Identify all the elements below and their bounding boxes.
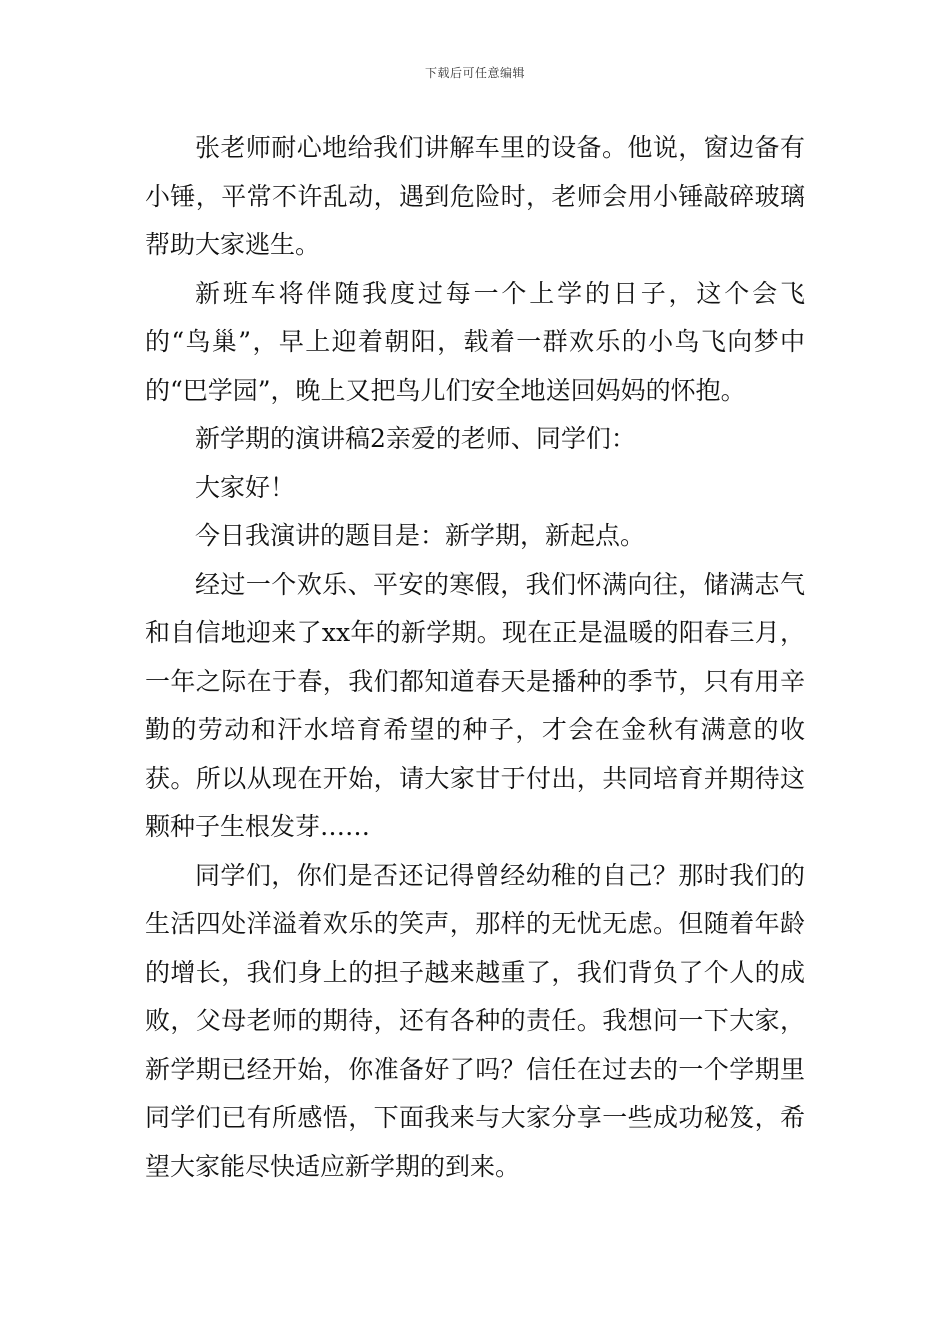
paragraph: 张老师耐心地给我们讲解车里的设备。他说，窗边备有小锤，平常不许乱动，遇到危险时，老师会用小锤敲碎玻璃帮助大家逃生。 [145, 133, 805, 259]
paragraph: 同学们，你们是否还记得曾经幼稚的自己？那时我们的生活四处洋溢着欢乐的笑声，那样的无忧无虑。但随着年龄的增长，我们身上的担子越来越重了，我们背负了个人的成败，父母老师的期待，还有各种的责任。我想问一下大家，新学期已经开始，你准备好了吗？信任在过去的一个学期里同学们已有所感悟，下面我来与大家分享一些成功秘笈，希望大家能尽快适应新学期的到来。 [145, 860, 805, 1181]
paragraph: 新学期的演讲稿2亲爱的老师、同学们： [195, 424, 636, 453]
header-note: 下载后可任意编辑 [424, 66, 525, 80]
document-body [145, 124, 805, 1191]
paragraph: 今日我演讲的题目是：新学期，新起点。 [195, 521, 646, 550]
paragraph: 大家好！ [195, 472, 296, 502]
paragraph: 新班车将伴随我度过每一个上学的日子，这个会飞的“鸟巢”，早上迎着朝阳，载着一群欢乐的小鸟飞向梦中的“巴学园”，晚上又把鸟儿们安全地送回妈妈的怀抱。 [145, 278, 805, 405]
paragraph: 经过一个欢乐、平安的寒假，我们怀满向往，储满志气和自信地迎来了xx年的新学期。现在正是温暖的阳春三月，一年之际在于春，我们都知道春天是播种的季节，只有用辛勤的劳动和汗水培育希望的种子，才会在金秋有满意的收获。所以从现在开始，请大家甘于付出，共同培育并期待这颗种子生根发芽…… [145, 569, 805, 841]
